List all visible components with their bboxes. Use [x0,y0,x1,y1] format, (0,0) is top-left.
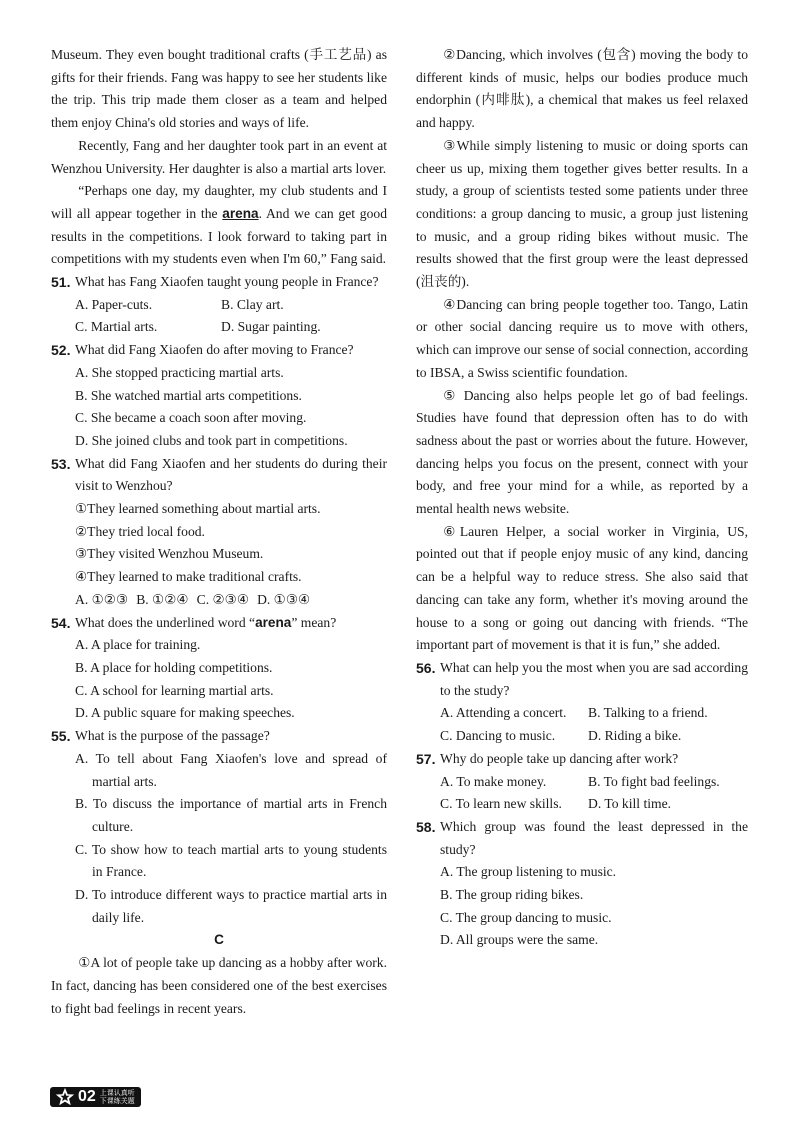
question-text: What is the purpose of the passage? [75,728,270,744]
option-d[interactable]: D. A public square for making speeches. [75,705,295,721]
passage-c-paragraph: ⑥Lauren Helper, a social worker in Virginia, US, pointed out that if people enjoy music of any kind, dancing can be a helpful way to reduce stress. She also said that dancing can take any form, whether it's moving around the house to a song or going out dancing with friends. “The important part of movement is that it is fun,” she added. [416,523,748,653]
options-53 [51,498,387,612]
options-54 [51,634,387,725]
options-57 [416,771,748,816]
underlined-word-arena: arena [222,205,259,221]
section-heading-c: C [214,932,224,948]
option-a[interactable]: A. ①②③ [75,591,129,607]
options-58 [416,861,748,952]
footer-slogan [100,1089,135,1105]
option-c[interactable]: C. The group dancing to music. [440,909,612,925]
question-number: 56. [416,659,436,676]
right-column [416,44,748,952]
option-d[interactable]: D. ①③④ [257,591,311,607]
option-a[interactable]: A. To make money. [440,773,547,789]
option-a[interactable]: A. Attending a concert. [440,705,567,721]
question-55 [51,725,387,748]
question-text: Why do people take up dancing after work? [440,750,679,766]
option-b[interactable]: B. Talking to a friend. [588,705,708,721]
page-number: 02 [78,1088,96,1105]
option-a[interactable]: A. The group listening to music. [440,864,617,880]
question-number: 51. [51,274,71,291]
statement-4: ④They learned to make traditional crafts. [75,569,302,585]
options-52 [51,362,387,453]
option-c[interactable]: C. She became a coach soon after moving. [75,410,307,426]
option-d[interactable]: D. Riding a bike. [588,728,682,744]
passage-c-paragraph: ①A lot of people take up dancing as a hobby after work. In fact, dancing has been considered one of the best exercises to fight bad feelings in recent years. [51,955,387,1016]
option-a[interactable]: A. To tell about Fang Xiaofen's love and spread of martial arts. [75,750,387,789]
option-c[interactable]: C. Martial arts. [75,319,158,335]
question-text: What did Fang Xiaofen do after moving to France? [75,342,354,358]
option-d[interactable]: D. All groups were the same. [440,932,599,948]
option-b[interactable]: B. She watched martial arts competitions. [75,387,302,403]
option-a[interactable]: A. She stopped practicing martial arts. [75,364,284,380]
question-57 [416,748,748,771]
passage-b-paragraph [51,180,387,271]
option-b[interactable]: B. To discuss the importance of martial arts in French culture. [75,796,387,834]
quote-text: . And we can get good results in the competitions. I look forward to taking part in competitions with my students even when I'm 60,” Fang said. [51,205,387,267]
option-c[interactable]: C. ②③④ [196,591,250,607]
question-58 [416,816,748,861]
page-footer [50,1086,150,1108]
options-51 [51,294,387,339]
option-d[interactable]: D. To kill time. [588,796,672,812]
question-54 [51,612,387,635]
option-c[interactable]: C. To show how to teach martial arts to young students in France. [75,841,387,880]
statement-2: ②They tried local food. [75,523,205,539]
question-number: 57. [416,750,436,767]
question-text: Which group was found the least depressed in the study? [440,818,748,857]
option-b[interactable]: B. ①②④ [136,591,189,607]
question-number: 55. [51,728,71,745]
question-number: 54. [51,614,71,631]
option-a[interactable]: A. A place for training. [75,637,201,653]
question-keyword: arena [255,614,292,630]
question-56 [416,657,748,702]
page-number-badge [50,1087,141,1107]
question-text: What has Fang Xiaofen taught young people in France? [75,274,379,290]
option-d[interactable]: D. To introduce different ways to practice martial arts in daily life. [75,887,387,925]
option-c[interactable]: C. Dancing to music. [440,728,556,744]
question-number: 52. [51,342,71,359]
question-51 [51,271,387,294]
statement-3: ③They visited Wenzhou Museum. [75,546,264,562]
option-a[interactable]: A. Paper-cuts. [75,296,153,312]
option-d[interactable]: D. Sugar painting. [221,319,321,335]
option-c[interactable]: C. To learn new skills. [440,796,562,812]
passage-b-paragraph: Museum. They even bought traditional crafts (手工艺品) as gifts for their friends. Fang was happy to see her students like the trip. This trip made them closer as a team and helped them enjoy China's old stories and ways of life. [51,47,387,131]
question-53 [51,453,387,498]
passage-c-paragraph: ④Dancing can bring people together too. Tango, Latin or other social dancing require us to move with others, which can improve our sense of social connection, according to IBSA, a Swiss scientific foundation. [416,296,748,380]
option-b[interactable]: B. To fight bad feelings. [588,773,720,789]
question-number: 53. [51,455,71,472]
passage-b-paragraph: Recently, Fang and her daughter took part in an event at Wenzhou University. Her daughter is also a martial arts lover. [51,137,387,176]
question-text: What can help you the most when you are sad according to the study? [440,659,748,698]
star-icon [54,1086,76,1108]
question-text-part: ” mean? [291,614,337,630]
quote-text: “Perhaps one day, my daughter, my club students and I will all appear together in the [51,183,387,221]
passage-c-paragraph: ②Dancing, which involves (包含) moving the body to different kinds of music, helps our bodies produce much endorphin (内啡肽), a chemical that makes us feel relaxed and happy. [416,47,748,131]
option-c[interactable]: C. A school for learning martial arts. [75,682,274,698]
option-b[interactable]: B. The group riding bikes. [440,887,584,903]
option-b[interactable]: B. A place for holding competitions. [75,659,273,675]
question-text-part: What does the underlined word “ [75,614,256,630]
question-text: What did Fang Xiaofen and her students do during their visit to Wenzhou? [75,455,387,494]
options-55 [51,748,387,930]
footer-slogan-line-2: 下课练关题 [99,1097,135,1105]
options-56 [416,702,748,747]
question-text [75,612,387,635]
left-column [51,44,387,1020]
statement-1: ①They learned something about martial arts. [75,501,321,517]
footer-slogan-line-1: 上课认真听 [99,1089,135,1097]
option-b[interactable]: B. Clay art. [221,296,284,312]
passage-c-paragraph: ⑤ Dancing also helps people let go of bad feelings. Studies have found that depression often has to do with sadness about the past or worries about the future. However, dancing helps you focus on the present, connect with your body, and free your mind for a while, as reported by a mental health news website. [416,387,748,517]
passage-c-paragraph: ③While simply listening to music or doing sports can cheer us up, mixing them together gives better results. In a study, a group of scientists tested some patients under three conditions: a group dancing to music, a group just listening to music, and a group riding bikes without music. The results showed that the first group were the least depressed (沮丧的). [416,137,748,290]
question-52 [51,339,387,362]
question-number: 58. [416,818,436,835]
option-d[interactable]: D. She joined clubs and took part in competitions. [75,432,348,448]
